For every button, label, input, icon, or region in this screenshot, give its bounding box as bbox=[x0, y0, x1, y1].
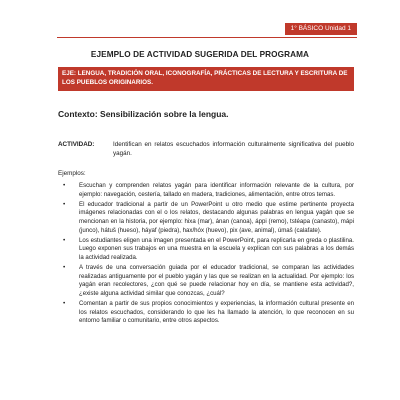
bullet-icon: • bbox=[63, 263, 66, 271]
activity-label: ACTIVIDAD: bbox=[58, 141, 95, 148]
bullet-icon: • bbox=[63, 200, 66, 208]
example-text: Escuchan y comprenden relatos yagán para identificar información relevante de la cultura, por ejemplo: navegación, cestería, tallado en madera, tradiciones, alimentación, entre otros temas. bbox=[79, 182, 354, 198]
example-text: El educador tradicional a partir de un PowerPoint u otro medio que estime pertinente proyecta imágenes relacionadas con el o los relatos, destacando algunas palabras en lengua yagán que se mencionan en la historia, por ejemplo: hixa (mar), ánan (canoa), áppi (remo), tstéapa (canasto), mápi (junco), hátuš (hueso), háyaf (piedra), hax/hóx (huevo), pix (ave, animal), úmaš (calafate). bbox=[79, 200, 354, 234]
examples-list bbox=[58, 182, 354, 327]
document-title: EJEMPLO DE ACTIVIDAD SUGERIDA DEL PROGRAMA bbox=[90, 50, 310, 59]
header-divider bbox=[57, 37, 357, 38]
bullet-icon: • bbox=[63, 299, 66, 307]
grade-unit-badge: 1° BÁSICO Unidad 1 bbox=[285, 23, 357, 35]
bullet-icon: • bbox=[63, 182, 66, 189]
bullet-icon: • bbox=[63, 236, 66, 244]
list-item bbox=[58, 264, 354, 299]
list-item bbox=[58, 201, 354, 236]
list-item bbox=[58, 300, 354, 326]
example-text: Los estudiantes eligen una imagen presentada en el PowerPoint, para replicarla en greda o plastilina. Luego exponen sus trabajos en una muestra en la escuela y explican con sus palabras a los demás la actividad realizada. bbox=[79, 236, 354, 261]
activity-block bbox=[58, 141, 354, 158]
list-item bbox=[58, 182, 354, 200]
context-heading: Contexto: Sensibilización sobre la lengua. bbox=[58, 109, 229, 119]
example-text: Comentan a partir de sus propios conocimientos y experiencias, la información cultural presente en los relatos escuchados, considerando lo que les ha llamado la atención, lo que reconocen en su entorno familiar o comunitario, entre otros aspectos. bbox=[79, 299, 354, 325]
eje-banner: EJE: LENGUA, TRADICIÓN ORAL, ICONOGRAFÍA, PRÁCTICAS DE LECTURA Y ESCRITURA DE LOS PUEBLOS ORIGINARIOS. bbox=[58, 67, 354, 91]
activity-text: Identifican en relatos escuchados información culturalmente significativa del pueblo yagán. bbox=[113, 141, 354, 157]
examples-label: Ejemplos: bbox=[58, 170, 86, 177]
list-item bbox=[58, 237, 354, 263]
example-text: A través de una conversación guiada por el educador tradicional, se comparan las actividades realizadas antiguamente por el pueblo yagán y las que se realizan en la actualidad. Por ejemplo: los yagán eran recolectores, ¿con qué se puede relacionar hoy en día, se mantiene esta actividad?, ¿existe alguna actividad similar que conozcas, ¿cuál? bbox=[79, 263, 354, 297]
